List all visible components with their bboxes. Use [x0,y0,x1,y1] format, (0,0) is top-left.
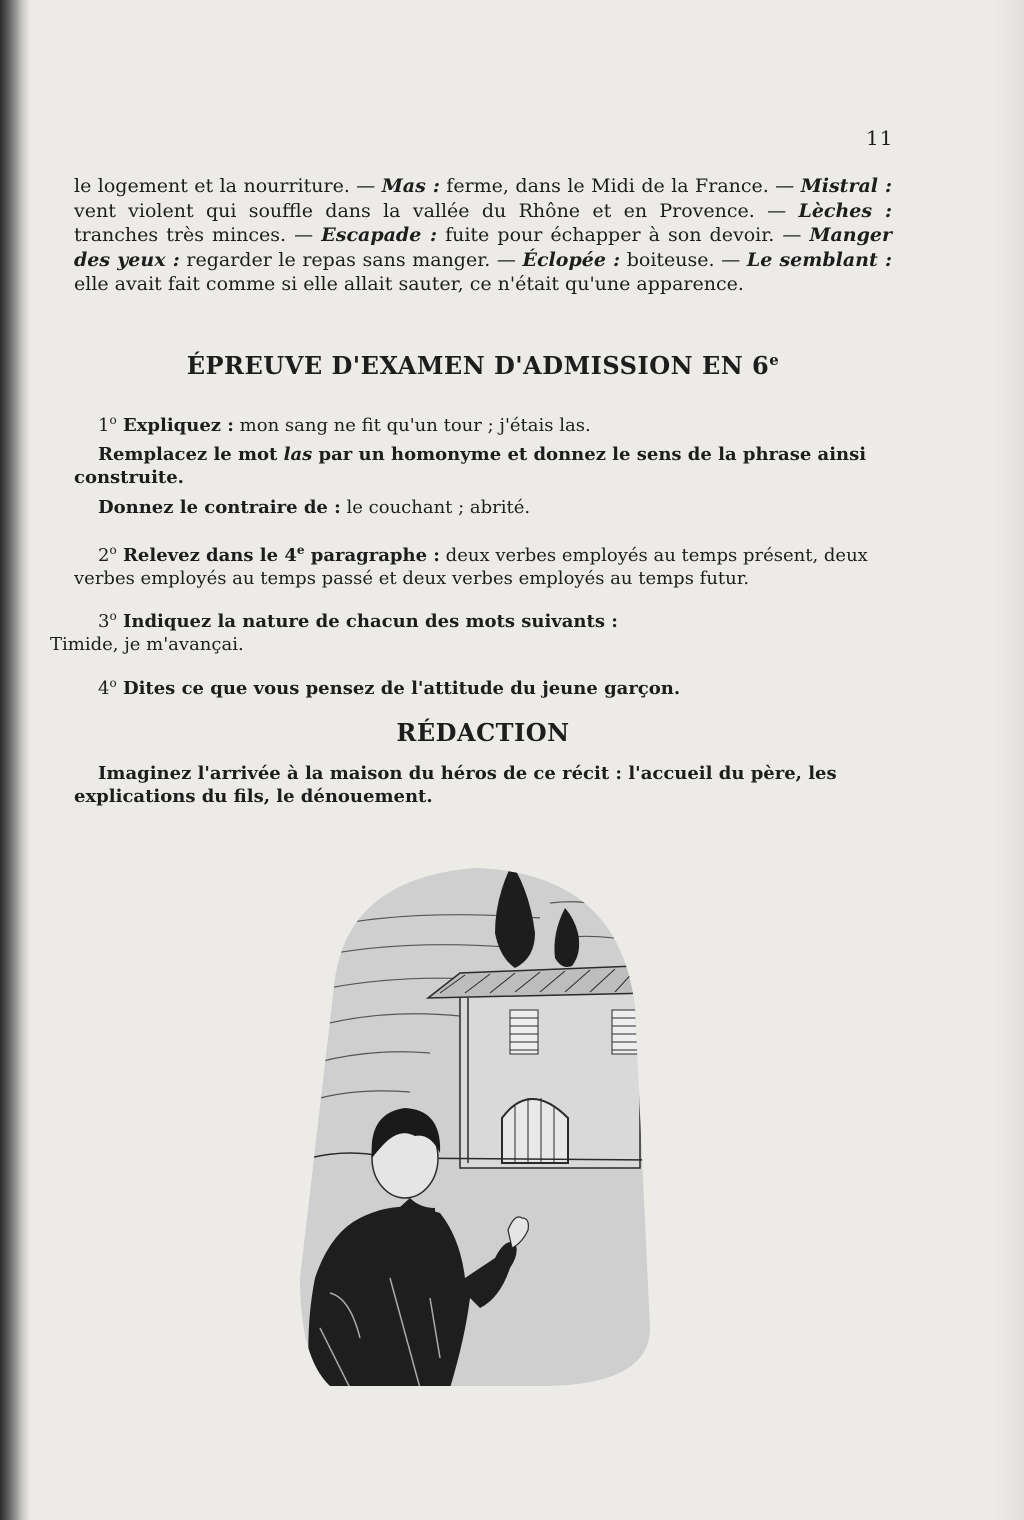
question-word: las [283,444,313,465]
question-number: 4 [98,678,110,699]
question-number: 3 [98,611,110,632]
question-4 [74,672,896,700]
ordinal-mark: o [109,413,117,427]
glossary-term: Lèches : [798,199,892,222]
glossary-term: Manger des yeux : [74,224,892,271]
glossary-term: Éclopée : [522,248,621,271]
glossary-definition: vent violent qui souffle dans la vallée du Rhône et en Provence. — [74,199,799,222]
boy-and-farmhouse-illustration [290,858,660,1388]
question-1 [74,409,896,437]
paragraph-ordinal: e [296,543,305,557]
question-text: le couchant ; abrité. [340,497,531,518]
question-2 [74,539,896,590]
question-text: Timide, je m'avançai. [50,634,244,655]
question-number: 1 [98,415,110,436]
question-instruction: Remplacez le mot [98,444,284,465]
glossary-intro: le logement et la nourriture. — [74,175,382,197]
glossary-definition: fuite pour échapper à son devoir. — [436,224,810,246]
glossary-paragraph [74,174,892,297]
glossary-definition: boiteuse. — [620,248,747,271]
glossary-definition: elle avait fait comme si elle allait sauter, ce n'était qu'une apparence. [74,273,744,295]
question-1-homonym [74,443,896,489]
exam-title-text: ÉPREUVE D'EXAMEN D'ADMISSION EN 6 [186,351,770,380]
book-binding-shadow [0,0,30,1520]
glossary-definition: regarder le repas sans manger. — [179,248,523,271]
glossary-term: Mas : [381,175,440,197]
ordinal-mark: o [109,609,117,623]
question-text: mon sang ne fit qu'un tour ; j'étais las. [233,415,591,436]
redaction-prompt-text: Imaginez l'arrivée à la maison du héros de ce récit : l'accueil du père, les explications du fils, le dénouement. [74,763,837,807]
question-instruction: Expliquez : [116,415,234,436]
redaction-prompt [74,762,896,808]
question-instruction: Donnez le contraire de : [98,497,341,518]
question-text: deux verbes employés au temps présent, deux verbes employés au temps passé et deux verbes employés au temps futur. [74,545,868,589]
question-3 [50,605,896,656]
redaction-section-title: RÉDACTION [396,718,570,747]
glossary-term: Mistral : [800,175,893,197]
question-number: 2 [98,545,110,566]
question-instruction: Indiquez la nature de chacun des mots suivants : [116,611,618,632]
ordinal-mark: o [109,676,117,690]
question-instruction: par un homonyme et donnez le sens de la phrase ainsi construite. [74,444,867,488]
question-instruction: Dites ce que vous pensez de l'attitude du jeune garçon. [116,678,681,699]
page-edge-shadow [994,0,1024,1520]
ordinal-mark: o [109,543,117,557]
exam-title-superscript: e [769,351,780,369]
question-instruction: Relevez dans le 4 [116,545,297,566]
glossary-term: Escapade : [321,224,437,246]
glossary-definition: tranches très minces. — [74,224,322,246]
question-1-contrary [74,496,896,519]
exam-section-title [74,351,892,380]
question-instruction: paragraphe : [304,545,440,566]
glossary-term: Le semblant : [746,248,892,271]
glossary-definition: ferme, dans le Midi de la France. — [439,175,801,197]
page-number: 11 [866,126,894,150]
